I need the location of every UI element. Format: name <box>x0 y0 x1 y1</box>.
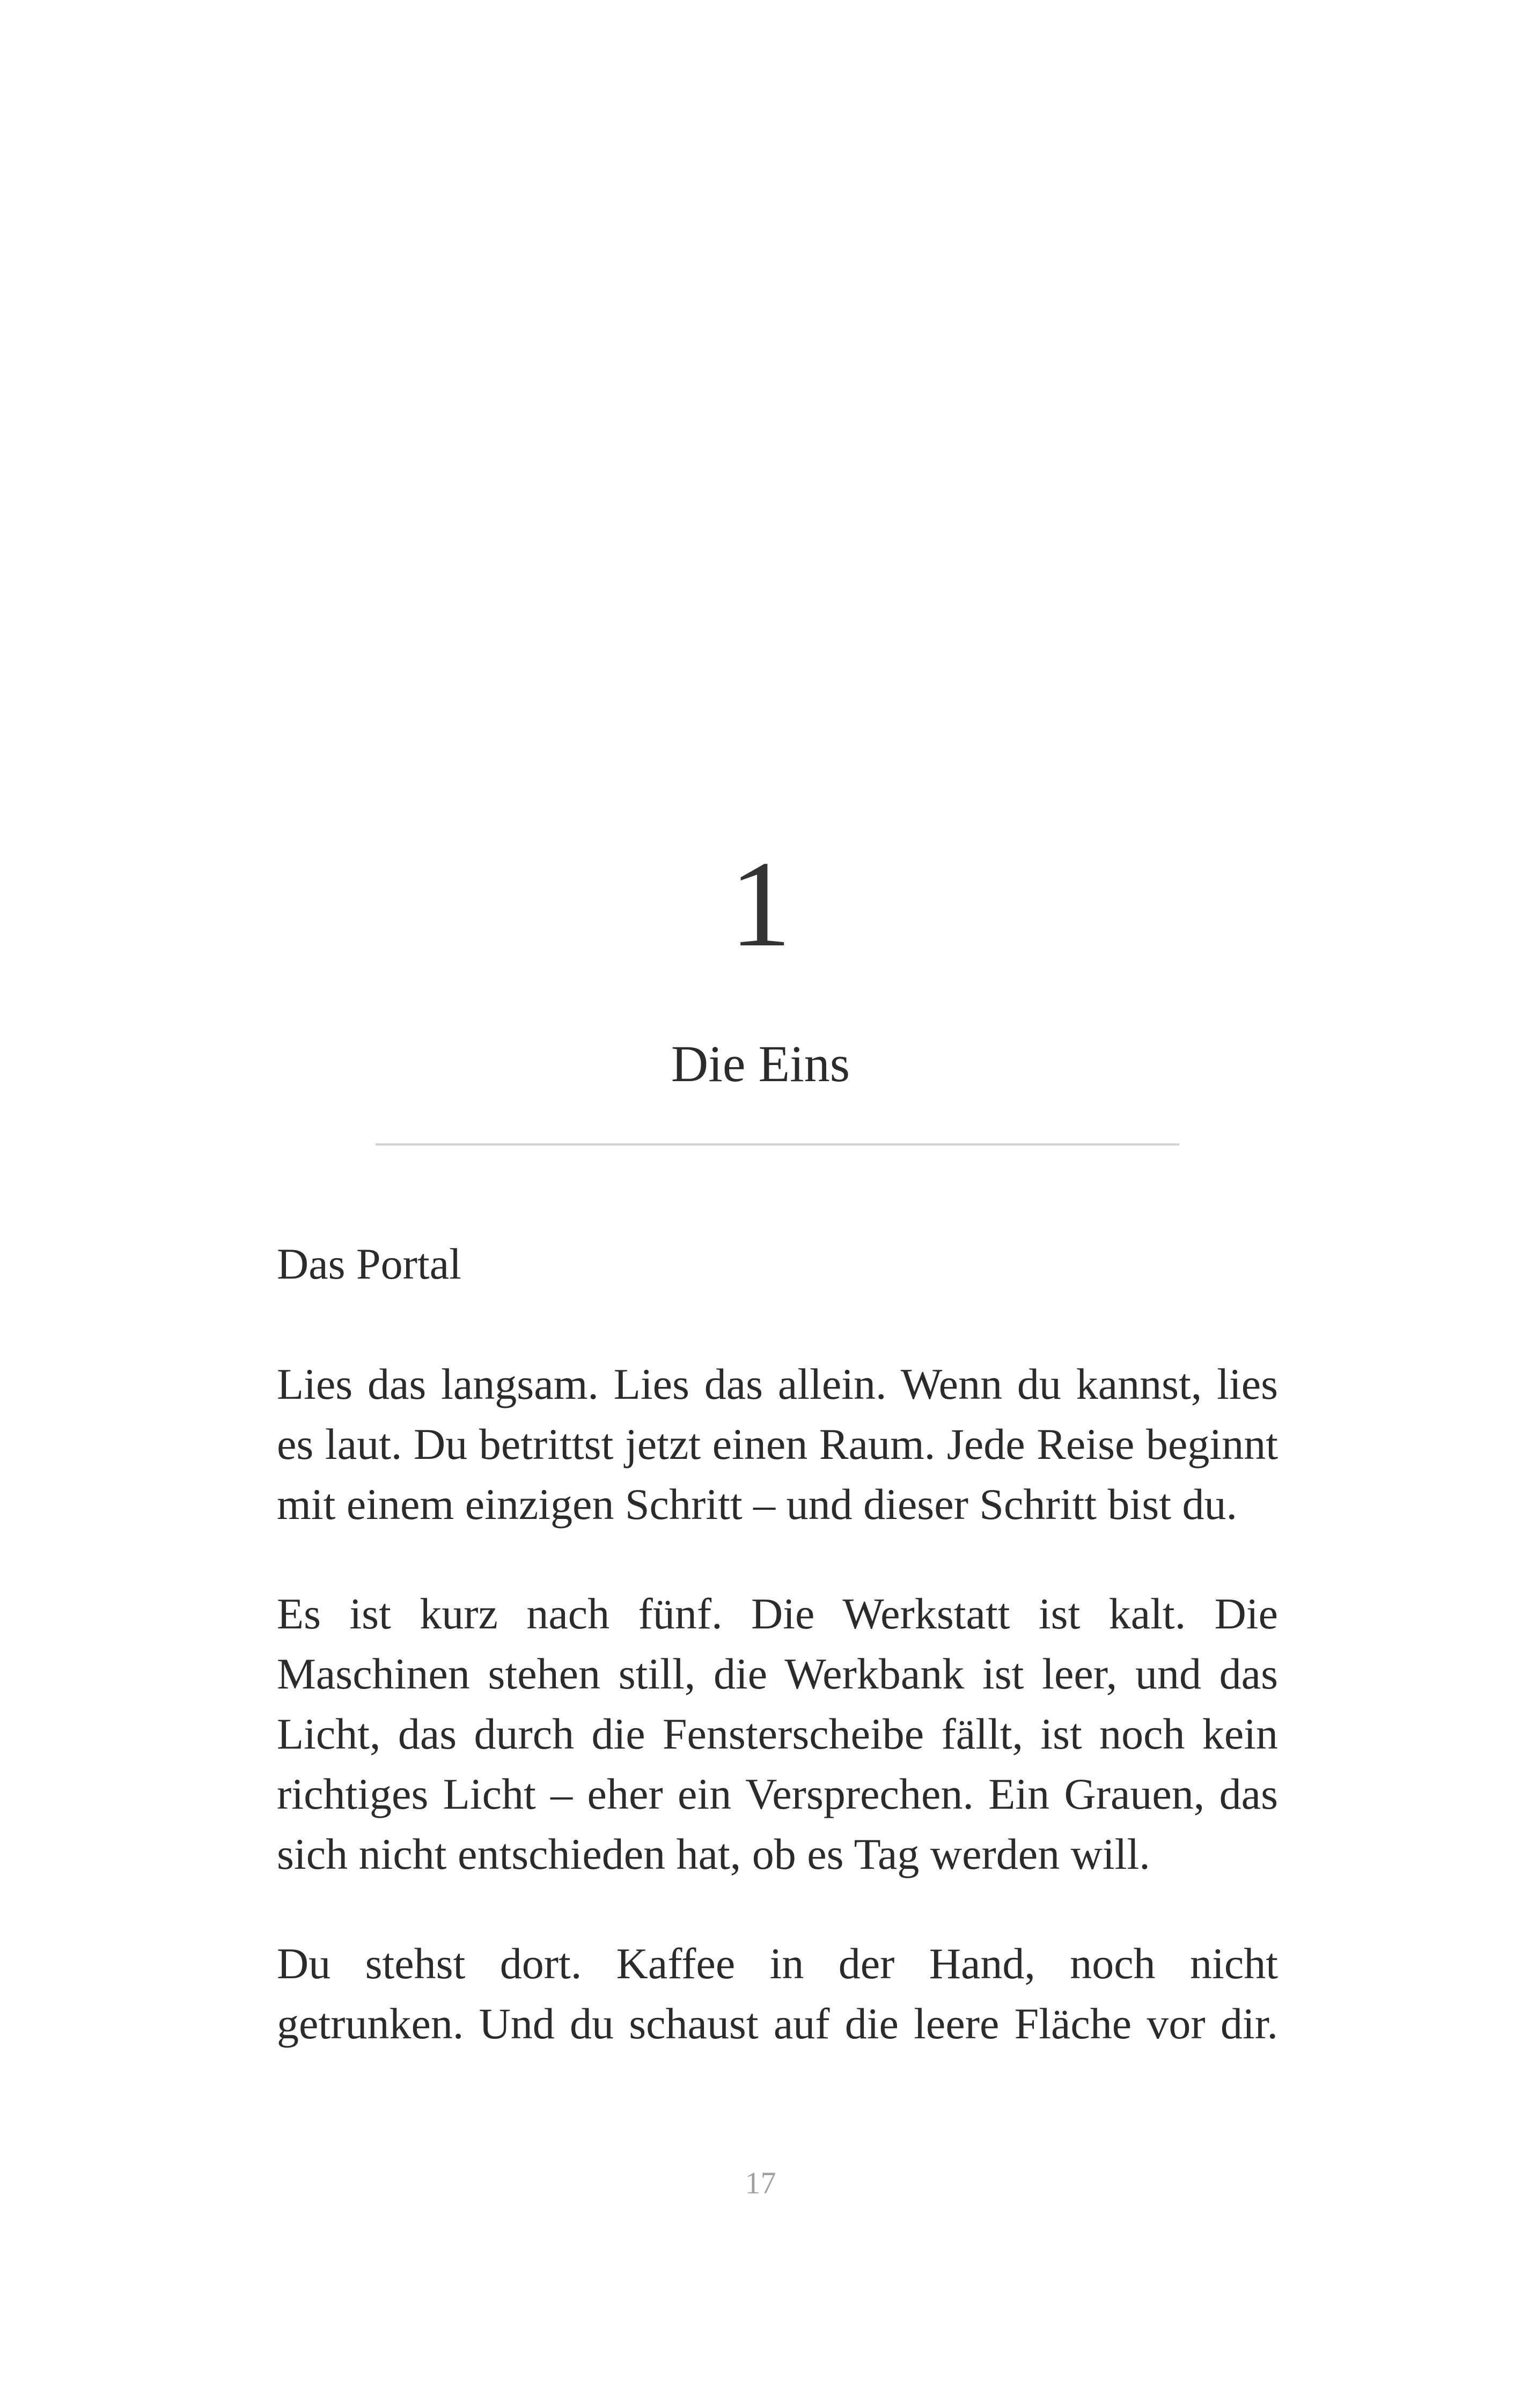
chapter-title: Die Eins <box>671 1035 850 1092</box>
paragraph-3: Du stehst dort. Kaffee in der Hand, noch nicht getrunken. Und du schaust auf die leere Fläche vor dir. <box>277 1939 1278 2048</box>
section-heading: Das Portal <box>277 1239 461 1288</box>
chapter-number: 1 <box>730 835 791 972</box>
page-number: 17 <box>745 2165 776 2200</box>
paragraph-1: Lies das langsam. Lies das allein. Wenn du kannst, lies es laut. Du betrittst jetzt einen Raum. Jede Reise beginnt mit einem einzigen Schritt – und dieser Schritt bist du. <box>277 1360 1278 1529</box>
title-divider <box>376 1143 1179 1146</box>
chapter-body <box>277 1234 1278 2103</box>
paragraph-2: Es ist kurz nach fünf. Die Werkstatt ist kalt. Die Maschinen stehen still, die Werkbank ist leer, und das Licht, das durch die Fensterscheibe fällt, ist noch kein richtiges Licht – eher ein Versprechen. Ein Grauen, das sich nicht entschieden hat, ob es Tag werden will. <box>277 1589 1278 1878</box>
